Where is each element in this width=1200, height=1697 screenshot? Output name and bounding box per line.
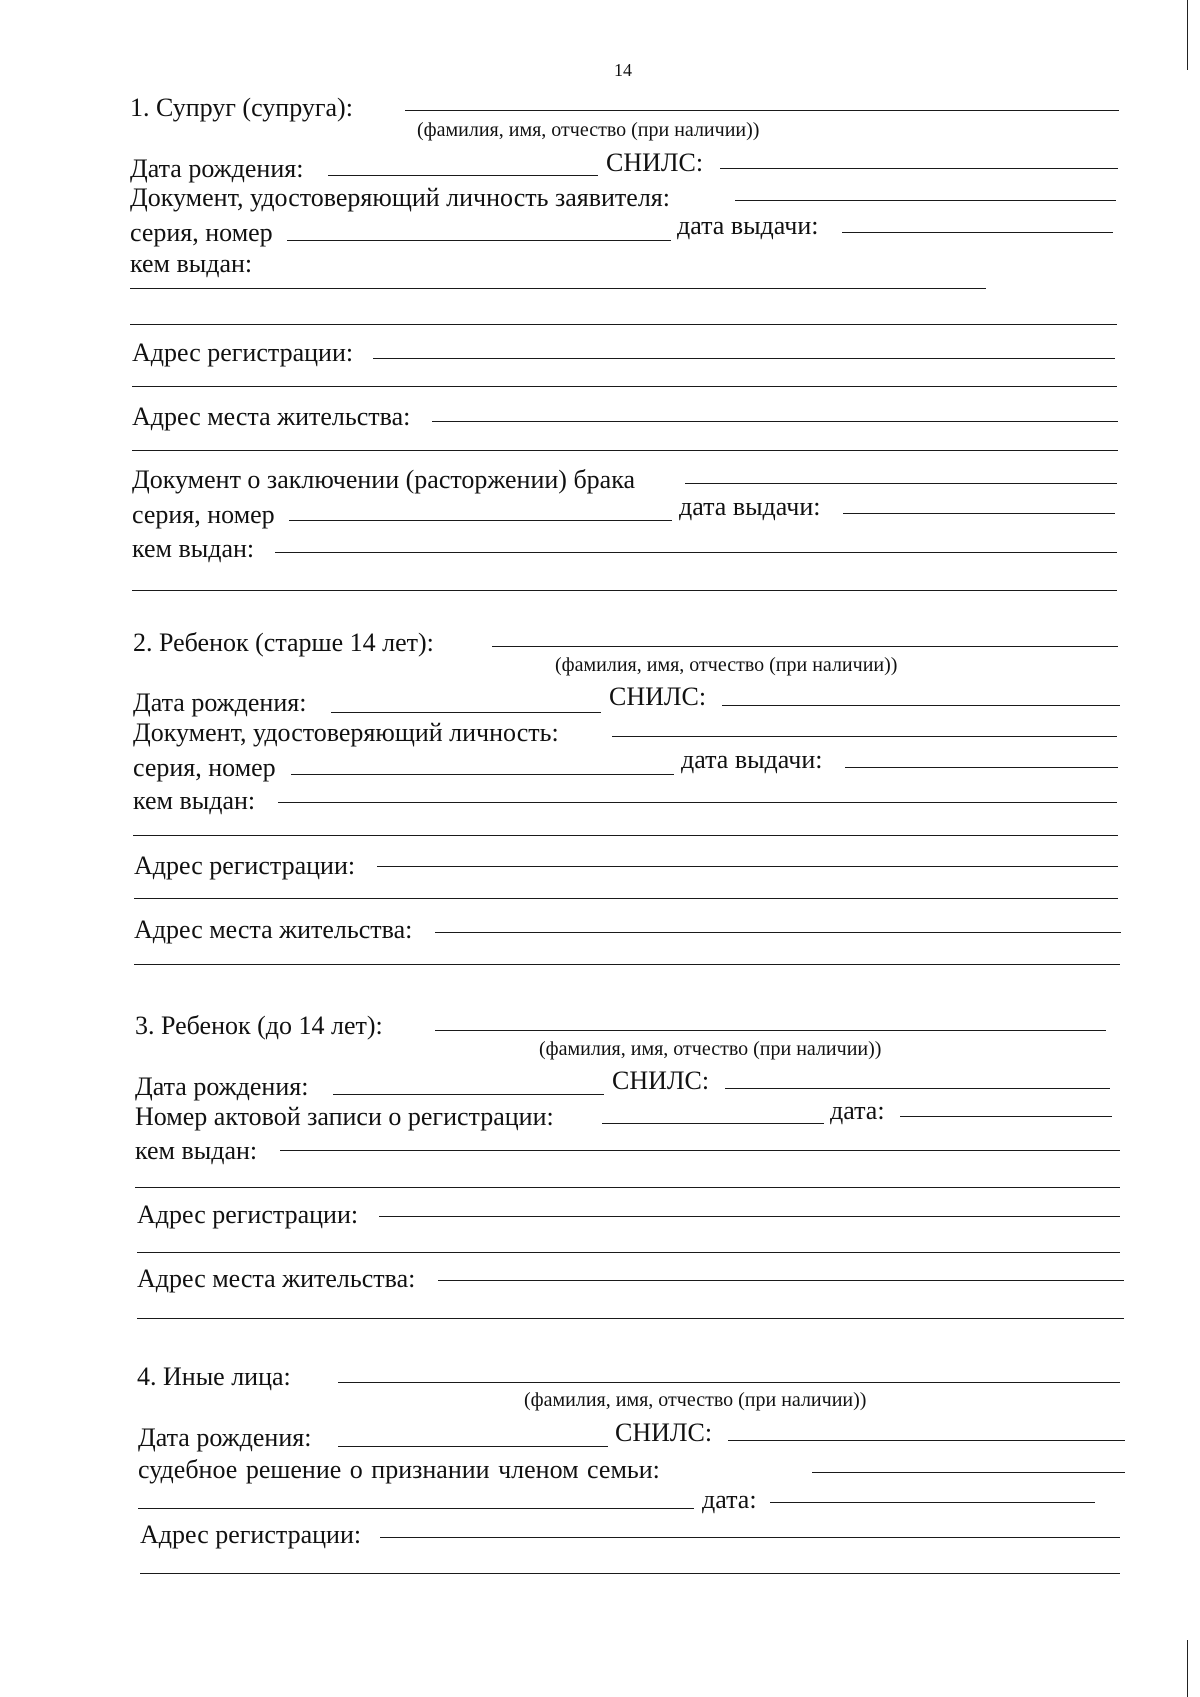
marriage-issued-by-field[interactable] (275, 552, 1117, 553)
child-under-14-act-record-number-field[interactable] (602, 1123, 824, 1124)
child-over-14-issued-by-field-2[interactable] (133, 835, 1118, 836)
other-persons-court-decision-field[interactable] (812, 1472, 1125, 1473)
act-record-number-label: Номер актовой записи о регистрации: (135, 1102, 554, 1131)
issued-by-label: кем выдан: (135, 1136, 258, 1165)
child-under-14-residence-address-field-2[interactable] (137, 1318, 1124, 1319)
section-other-persons-title: 4. Иные лица: (137, 1362, 291, 1391)
registration-address-label: Адрес регистрации: (137, 1200, 359, 1229)
spouse-issue-date-field[interactable] (842, 232, 1113, 233)
spouse-issued-by-field[interactable] (130, 288, 986, 289)
birth-date-label: Дата рождения: (130, 154, 304, 183)
other-persons-fio-field[interactable] (338, 1382, 1120, 1383)
birth-date-label: Дата рождения: (138, 1423, 312, 1452)
spouse-snils-field[interactable] (720, 168, 1118, 169)
other-persons-decision-date-field[interactable] (770, 1502, 1095, 1503)
court-decision-label: судебное решение о признании членом семьи: (138, 1455, 660, 1484)
child-over-14-issued-by-field[interactable] (278, 802, 1117, 803)
other-persons-snils-field[interactable] (728, 1440, 1125, 1441)
residence-address-label: Адрес места жительства: (137, 1264, 416, 1293)
child-under-14-fio-field[interactable] (435, 1030, 1106, 1031)
fio-hint: (фамилия, имя, отчество (при наличии)) (417, 119, 760, 141)
child-over-14-fio-field[interactable] (492, 646, 1118, 647)
marriage-document-label: Документ о заключении (расторжении) брака (132, 465, 636, 494)
series-number-label: серия, номер (133, 753, 276, 782)
scan-edge-mark (1187, 0, 1188, 70)
snils-label: СНИЛС: (609, 682, 707, 711)
series-number-label: серия, номер (130, 218, 273, 247)
registration-address-label: Адрес регистрации: (132, 338, 354, 367)
spouse-birth-date-field[interactable] (328, 175, 598, 176)
child-over-14-id-document-field[interactable] (612, 736, 1117, 737)
birth-date-label: Дата рождения: (133, 688, 307, 717)
issued-by-label: кем выдан: (133, 786, 256, 815)
other-persons-birth-date-field[interactable] (338, 1446, 608, 1447)
child-over-14-birth-date-field[interactable] (331, 712, 601, 713)
spouse-registration-address-field-2[interactable] (132, 386, 1117, 387)
spouse-registration-address-field[interactable] (373, 358, 1115, 359)
marriage-issue-date-field[interactable] (843, 513, 1115, 514)
child-over-14-registration-address-field[interactable] (377, 866, 1118, 867)
page-number: 14 (614, 60, 632, 80)
issue-date-label: дата выдачи: (679, 492, 821, 521)
spouse-fio-field[interactable] (405, 110, 1119, 111)
fio-hint: (фамилия, имя, отчество (при наличии)) (539, 1038, 882, 1060)
section-child-over-14-title: 2. Ребенок (старше 14 лет): (133, 628, 434, 657)
child-under-14-issued-by-field[interactable] (280, 1150, 1120, 1151)
registration-address-label: Адрес регистрации: (134, 851, 356, 880)
registration-address-label: Адрес регистрации: (140, 1520, 362, 1549)
date-label: дата: (702, 1485, 757, 1514)
issued-by-label: кем выдан: (132, 534, 255, 563)
snils-label: СНИЛС: (612, 1066, 710, 1095)
issue-date-label: дата выдачи: (677, 211, 819, 240)
child-under-14-snils-field[interactable] (725, 1088, 1110, 1089)
residence-address-label: Адрес места жительства: (134, 915, 413, 944)
section-child-under-14-title: 3. Ребенок (до 14 лет): (135, 1011, 383, 1040)
spouse-id-document-field[interactable] (735, 200, 1116, 201)
snils-label: СНИЛС: (615, 1418, 713, 1447)
other-persons-court-decision-field-2[interactable] (138, 1508, 694, 1509)
series-number-label: серия, номер (132, 500, 275, 529)
spouse-residence-address-field[interactable] (432, 421, 1118, 422)
section-spouse-title: 1. Супруг (супруга): (130, 93, 353, 122)
issued-by-label: кем выдан: (130, 249, 253, 278)
spouse-marriage-document-field[interactable] (685, 483, 1117, 484)
fio-hint: (фамилия, имя, отчество (при наличии)) (555, 654, 898, 676)
child-under-14-act-date-field[interactable] (900, 1116, 1112, 1117)
spouse-residence-address-field-2[interactable] (132, 450, 1118, 451)
child-over-14-residence-address-field[interactable] (435, 932, 1121, 933)
child-under-14-birth-date-field[interactable] (333, 1094, 604, 1095)
child-over-14-residence-address-field-2[interactable] (134, 964, 1120, 965)
marriage-issued-by-field-2[interactable] (132, 590, 1117, 591)
id-document-label: Документ, удостоверяющий личность заявителя: (130, 183, 670, 212)
spouse-issued-by-field-2[interactable] (130, 324, 1117, 325)
scan-edge-mark (1187, 1640, 1188, 1697)
child-under-14-issued-by-field-2[interactable] (135, 1187, 1120, 1188)
date-label: дата: (830, 1096, 885, 1125)
marriage-series-number-field[interactable] (289, 520, 672, 521)
fio-hint: (фамилия, имя, отчество (при наличии)) (524, 1389, 867, 1411)
child-under-14-registration-address-field-2[interactable] (137, 1252, 1120, 1253)
other-persons-registration-address-field-2[interactable] (140, 1573, 1120, 1574)
snils-label: СНИЛС: (606, 148, 704, 177)
child-under-14-residence-address-field[interactable] (438, 1280, 1124, 1281)
id-document-label: Документ, удостоверяющий личность: (133, 718, 559, 747)
birth-date-label: Дата рождения: (135, 1072, 309, 1101)
issue-date-label: дата выдачи: (681, 745, 823, 774)
spouse-series-number-field[interactable] (287, 240, 671, 241)
child-under-14-registration-address-field[interactable] (379, 1216, 1120, 1217)
child-over-14-issue-date-field[interactable] (845, 767, 1118, 768)
child-over-14-registration-address-field-2[interactable] (134, 898, 1118, 899)
residence-address-label: Адрес места жительства: (132, 402, 411, 431)
child-over-14-series-number-field[interactable] (291, 774, 674, 775)
child-over-14-snils-field[interactable] (722, 705, 1120, 706)
other-persons-registration-address-field[interactable] (380, 1537, 1120, 1538)
